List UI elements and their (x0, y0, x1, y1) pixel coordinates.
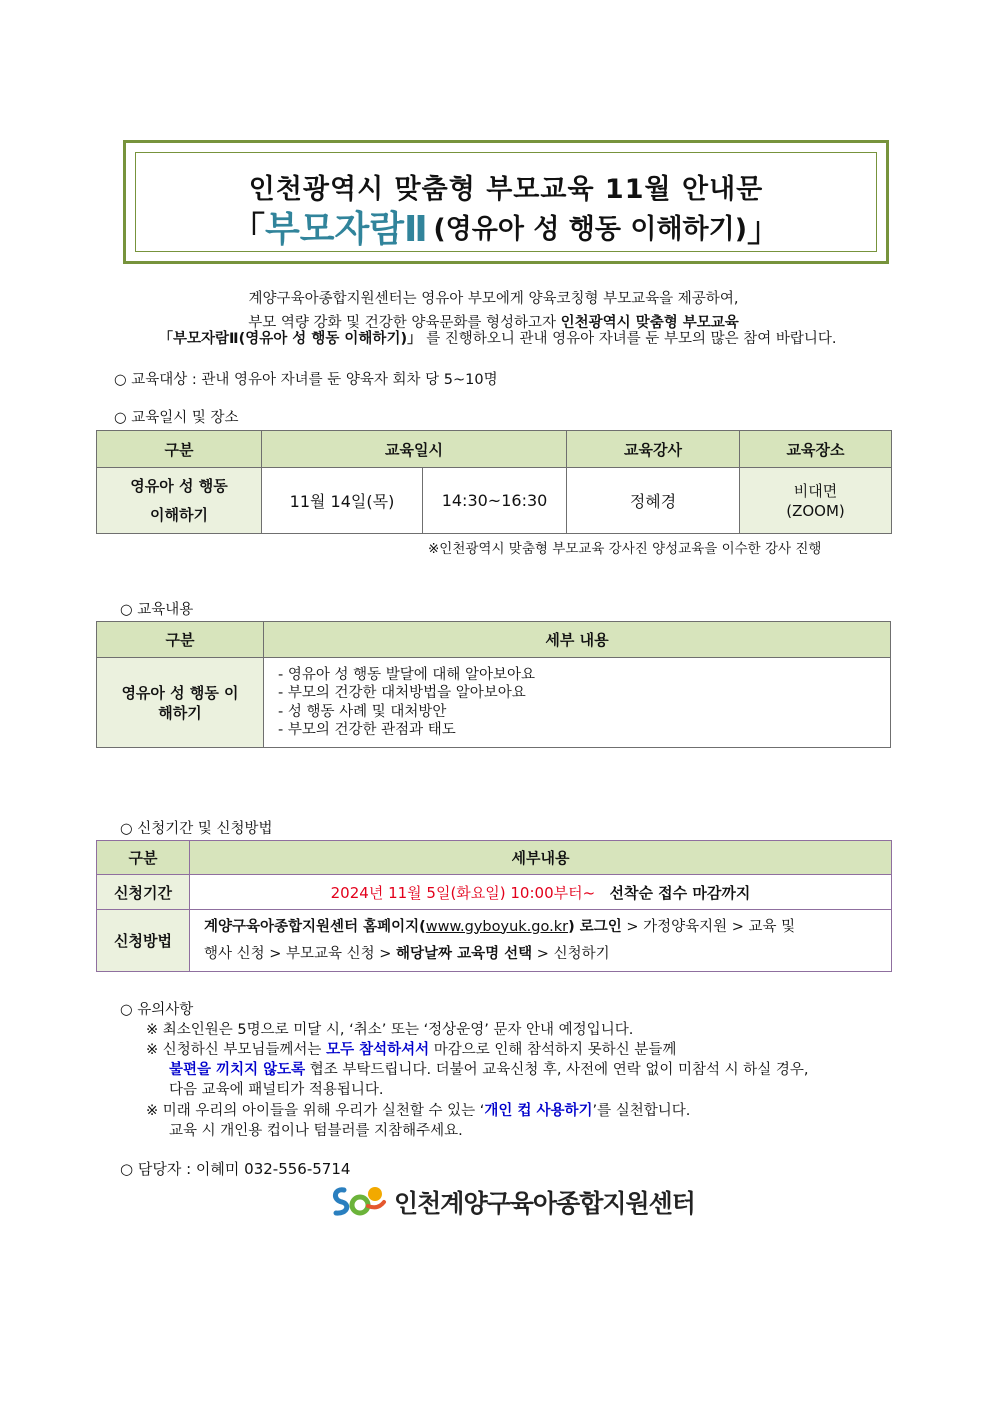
note-2-emphasis: 모두 참석하셔서 (326, 1042, 430, 1058)
method-login: ) 로그인 (568, 918, 622, 935)
content-category: 영유아 성 행동 이해하기 (97, 658, 264, 748)
schedule-place-line1: 비대면 (793, 481, 838, 500)
homepage-link[interactable]: www.gyboyuk.go.kr (425, 918, 569, 935)
schedule-header-category: 구분 (97, 431, 262, 468)
schedule-category: 영유아 성 행동 이해하기 (97, 468, 262, 534)
method-step-final: > 신청하기 (532, 945, 610, 962)
note-3 (146, 1099, 690, 1120)
content-heading: ○ 교육내용 (120, 602, 194, 618)
content-item: - 성 행동 사례 및 대처방안 (278, 703, 447, 720)
note-2-c: 마감으로 인해 참석하지 못하신 분들께 (429, 1042, 677, 1058)
schedule-date: 11월 14일(목) (262, 468, 423, 534)
intro-line-2-text: 부모 역량 강화 및 건강한 양육문화를 형성하고자 (248, 315, 561, 331)
open-bracket: 「 (230, 210, 265, 250)
application-period-date: 2024년 11월 5일(화요일) 10:00부터~ (330, 883, 596, 902)
center-logo-text: 인천계양구육아종합지원센터 (394, 1189, 695, 1218)
title-inner-frame (135, 152, 877, 252)
application-period-label: 신청기간 (97, 875, 190, 910)
intro-line-2-bold: 인천광역시 맞춤형 부모교육 (560, 315, 739, 331)
close-bracket: 」 (747, 210, 782, 250)
application-method-label: 신청방법 (97, 910, 190, 972)
notes-heading: ○ 유의사항 (120, 1002, 194, 1018)
application-heading: ○ 신청기간 및 신청방법 (120, 821, 273, 837)
note-1: ※ 최소인원은 5명으로 미달 시, ‘취소’ 또는 ‘정상운영’ 문자 안내 예정입니다. (146, 1022, 634, 1038)
content-item: - 영유아 성 행동 발달에 대해 알아보아요 (278, 666, 535, 683)
notice-title: 인천광역시 맞춤형 부모교육 11월 안내문 (248, 174, 764, 205)
program-title (136, 201, 876, 252)
method-step-1: > 가정양육지원 > 교육 및 (621, 918, 796, 935)
application-header-category: 구분 (97, 841, 190, 875)
program-subtitle: (영유아 성 행동 이해하기) (433, 214, 748, 245)
method-step-2: 행사 신청 > 부모교육 신청 > (204, 945, 397, 962)
content-header-detail: 세부 내용 (264, 622, 891, 658)
schedule-table (96, 430, 892, 534)
center-logo (330, 1180, 700, 1220)
intro-line-1: 계양구육아종합지원센터는 영유아 부모에게 양육코칭형 부모교육을 제공하여, (248, 291, 739, 307)
schedule-time: 14:30~16:30 (423, 468, 567, 534)
note-3-emphasis: 개인 컵 사용하기 (484, 1103, 593, 1119)
program-name: 부모자람Ⅱ (264, 209, 428, 250)
note-2-emphasis-2: 불편을 끼치지 않도록 (169, 1062, 306, 1078)
method-center-homepage: 계양구육아종합지원센터 홈페이지( (204, 918, 426, 935)
intro-line-3-text: 를 진행하오니 관내 영유아 자녀를 둔 부모의 많은 참여 바랍니다. (426, 331, 837, 347)
note-3-a: ※ 미래 우리의 아이들을 위해 우리가 실천할 수 있는 ‘ (146, 1103, 485, 1119)
content-item: - 부모의 건강한 관점과 태도 (278, 722, 456, 738)
schedule-header-datetime: 교육일시 (262, 431, 567, 468)
contact-person: ○ 담당자 : 이혜미 032-556-5714 (120, 1160, 351, 1178)
note-2 (146, 1038, 676, 1059)
schedule-header-place: 교육장소 (740, 431, 892, 468)
application-header-detail: 세부내용 (190, 841, 892, 875)
schedule-footnote: ※인천광역시 맞춤형 부모교육 강사진 양성교육을 이수한 강사 진행 (428, 541, 822, 557)
center-logo-icon (330, 1180, 390, 1220)
note-2-penalty: 다음 교육에 패널티가 적용됩니다. (169, 1082, 384, 1098)
schedule-instructor: 정혜경 (567, 468, 740, 534)
application-method (190, 910, 892, 972)
note-3-tumbler: 교육 시 개인용 컵이나 텀블러를 지참해주세요. (169, 1123, 463, 1139)
content-table (96, 621, 891, 748)
title-box (123, 140, 889, 264)
note-2-a: ※ 신청하신 부모님들께서는 (146, 1042, 327, 1058)
method-step-select: 해당날짜 교육명 선택 (396, 945, 533, 962)
schedule-place-line2: (ZOOM) (786, 501, 845, 520)
application-period (190, 875, 892, 910)
content-items (264, 658, 891, 748)
schedule-place (740, 468, 892, 534)
schedule-heading: ○ 교육일시 및 장소 (114, 410, 239, 426)
content-item: - 부모의 건강한 대처방법을 알아보아요 (278, 685, 526, 701)
content-header-category: 구분 (97, 622, 264, 658)
application-table (96, 840, 892, 972)
application-period-note: 선착순 접수 마감까지 (609, 883, 751, 902)
schedule-header-instructor: 교육강사 (567, 431, 740, 468)
note-2-continued (169, 1058, 809, 1079)
education-target: ○ 교육대상 : 관내 영유아 자녀를 둔 양육자 회차 당 5~10명 (114, 372, 498, 388)
note-2-e: 협조 부탁드립니다. 더불어 교육신청 후, 사전에 연락 없이 미참석 시 하실 경우, (305, 1062, 809, 1078)
intro-line-3-bold: 「부모자람Ⅱ(영유아 성 행동 이해하기)」 (158, 331, 422, 347)
intro-line-3 (100, 327, 895, 348)
note-3-c: ’를 실천합니다. (592, 1103, 691, 1119)
